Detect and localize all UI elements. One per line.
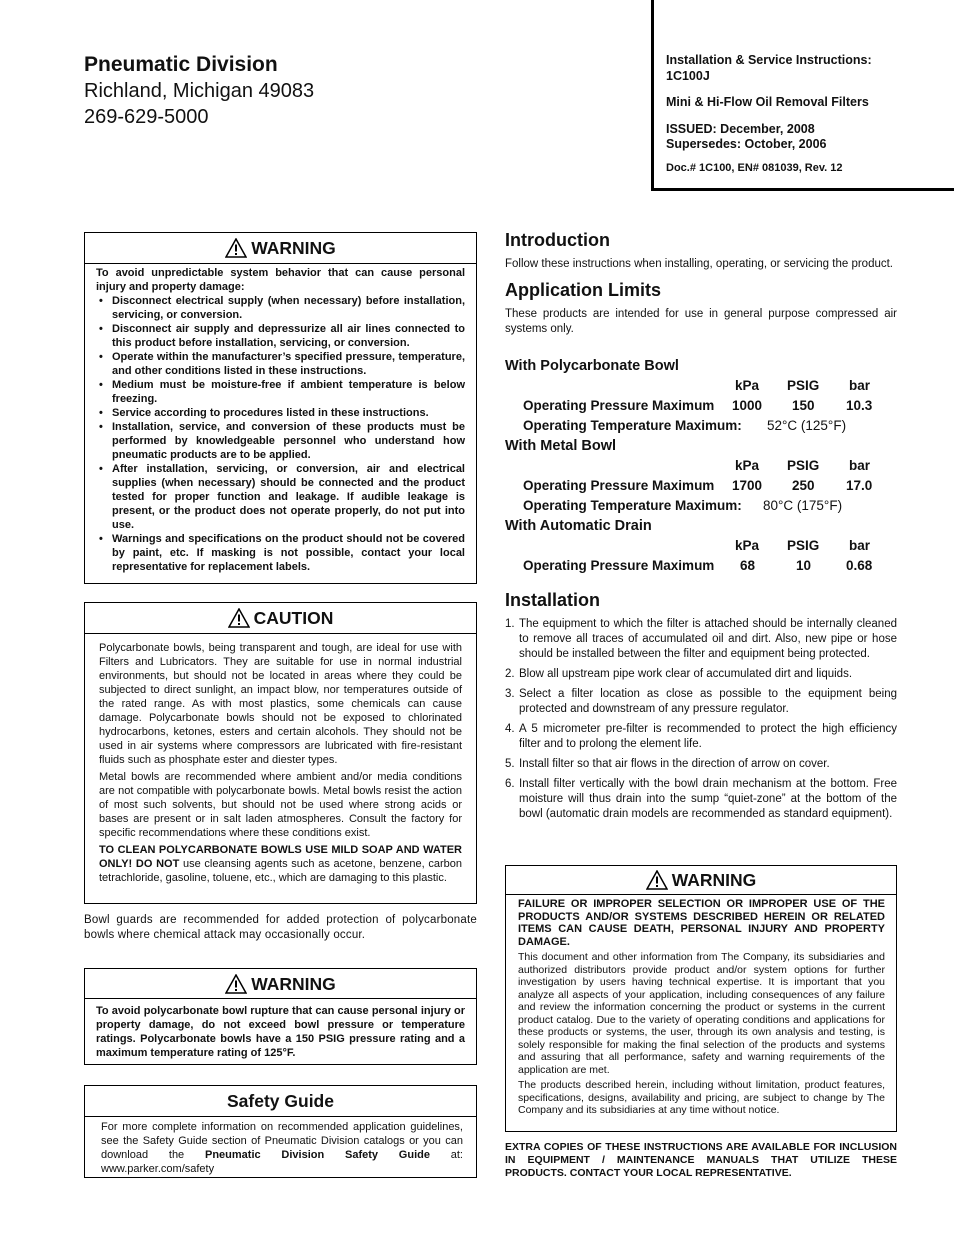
step-number: 3. <box>505 688 515 700</box>
warning-bowl-text: To avoid polycarbonate bowl rupture that can cause personal injury or property damage, do not exceed bowl pressure or temperature ratings. Polycarbonate bowls have a 150 PSIG pressure rating and a maximum temperature rating of 125°F. <box>96 1005 465 1059</box>
safety-guide-text-part: For more complete information on recommended application guidelines, see the Safety Guide section of Pneumatic Division catalogs or you can download the <box>101 1121 463 1161</box>
doc-title: Installation & Service Instructions: <box>666 53 872 67</box>
safety-guide-url: at: www.parker.com/safety <box>101 1149 463 1175</box>
warning-item: • Disconnect air supply and depressurize all air lines connected to this product before installation, servicing, or conversion. <box>96 322 465 350</box>
unit-kpa: kPa <box>735 538 760 553</box>
warning-item: • Operate within the manufacturer’s specified pressure, temperature, and other conditions listed in these instructions. <box>96 350 465 378</box>
step-text: Install filter so that air flows in the direction of arrow on cover. <box>519 758 830 770</box>
installation-section <box>505 590 897 827</box>
doc-code: 1C100J <box>666 68 710 83</box>
caution-cleaning <box>99 843 462 885</box>
metal-bowl-heading: With Metal Bowl <box>505 438 617 454</box>
supersedes-date: Supersedes: October, 2006 <box>666 137 827 151</box>
safety-guide-title: Safety Guide <box>85 1086 476 1117</box>
liability-warning-bold: FAILURE OR IMPROPER SELECTION OR IMPROPER USE OF THE PRODUCTS AND/OR SYSTEMS DESCRIBED HEREIN OR RELATED ITEMS CAN CAUSE DEATH, PERSONAL INJURY AND PROPERTY DAMAGE. <box>518 898 885 948</box>
step-text: Select a filter location as close as possible to the equipment being protected and downstream of any pressure regulator. <box>519 688 897 715</box>
installation-heading: Installation <box>505 590 601 610</box>
safety-guide-box <box>84 1085 477 1178</box>
unit-kpa: kPa <box>735 378 760 393</box>
step-number: 4. <box>505 723 515 735</box>
poly-bar: 10.3 <box>846 398 873 413</box>
warning-triangle-icon <box>228 608 250 628</box>
product-name: Mini & Hi-Flow Oil Removal Filters <box>666 95 869 109</box>
doc-number: Doc.# 1C100, EN# 081039, Rev. 12 <box>666 161 843 174</box>
safety-guide-text <box>85 1117 476 1176</box>
warning-heading <box>85 969 476 999</box>
pressure-label: Operating Pressure Maximum <box>523 558 715 573</box>
installation-step <box>505 687 897 717</box>
installation-step <box>505 722 897 752</box>
warning-title: WARNING <box>251 973 336 994</box>
poly-psig: 150 <box>792 398 815 413</box>
issued-date: ISSUED: December, 2008 <box>666 121 815 136</box>
warning-title: WARNING <box>671 870 757 890</box>
application-limits-heading: Application Limits <box>505 280 662 300</box>
caution-paragraph: Polycarbonate bowls, being transparent and tough, are ideal for use with Filters and Lubricators. They are suitable for use in normal industrial environments, but should not be located in areas where they could be subjected to direct sunlight, an impact blow, nor temperatures outside of the rated range. As with most plastics, some chemicals can cause damage. Polycarbonate bowls should not be exposed to chlorinated hydrocarbons, ketones, esters and certain alcohols. They should not be used in air systems where compressors are lubricated with fire-resistant fluids such as phosphate ester and diester types. <box>99 642 462 766</box>
warning-heading <box>85 233 476 264</box>
unit-bar: bar <box>849 378 871 393</box>
right-column <box>505 230 897 337</box>
poly-bowl-heading: With Polycarbonate Bowl <box>505 358 679 374</box>
metal-temp: 80°C (175°F) <box>763 498 843 513</box>
auto-kpa: 68 <box>740 558 756 573</box>
poly-temp: 52°C (125°F) <box>767 418 847 433</box>
caution-title: CAUTION <box>253 608 334 628</box>
step-number: 2. <box>505 668 515 680</box>
warning-box-bowl <box>84 968 477 1065</box>
poly-kpa: 1000 <box>732 398 763 413</box>
extra-copies-note: EXTRA COPIES OF THESE INSTRUCTIONS ARE AVAILABLE FOR INCLUSION IN EQUIPMENT / MAINTENANCE MANUALS THAT UTILIZE THESE PRODUCTS. CONTACT YOUR LOCAL REPRESENTATIVE. <box>505 1141 897 1179</box>
auto-drain-heading: With Automatic Drain <box>505 518 652 534</box>
company-phone: 269-629-5000 <box>84 106 209 128</box>
auto-bar: 0.68 <box>846 558 873 573</box>
pressure-label: Operating Pressure Maximum <box>523 398 715 413</box>
liability-paragraph: This document and other information from The Company, its subsidiaries and authorized distributors provide product and/or system options for further investigation by users having technical expertise. It is important that you analyze all aspects of your application, including consequences of any failure and review the information concerning the product or systems in the current product catalog. Due to the variety of operating conditions and applications for these products or systems, the user, through its own analysis and testing, is solely responsible for making the final selection of the products and systems and assuring that all performance, safety and warning requirements of the application are met. <box>518 951 885 1076</box>
warning-item: • Warnings and specifications on the product should not be covered by paint, etc. If masking is not possible, contact your local representative for replacement labels. <box>96 532 465 574</box>
warning-item: • Disconnect electrical supply (when necessary) before installation, servicing, or conversion. <box>96 294 465 322</box>
warning-title: WARNING <box>251 238 336 258</box>
company-name: Pneumatic Division <box>84 53 278 76</box>
warning-box-safety <box>84 232 477 584</box>
warning-list <box>96 294 465 574</box>
caution-cleaning-text: use cleansing agents such as acetone, benzene, carbon tetrachloride, gasoline, toluene, etc., which are damaging to this plastic. <box>99 858 462 884</box>
unit-bar: bar <box>849 538 871 553</box>
caution-heading <box>85 603 476 634</box>
introduction-heading: Introduction <box>505 230 610 250</box>
warning-box-liability <box>505 865 897 1132</box>
metal-bar: 17.0 <box>846 478 873 493</box>
temp-label: Operating Temperature Maximum: <box>523 498 742 513</box>
unit-bar: bar <box>849 458 871 473</box>
step-text: Blow all upstream pipe work clear of accumulated dirt and liquids. <box>519 668 853 680</box>
warning-item: • Service according to procedures listed in these instructions. <box>96 406 465 420</box>
introduction-text: Follow these instructions when installing, operating, or servicing the product. <box>505 258 894 270</box>
caution-paragraph: Metal bowls are recommended where ambient and/or media conditions are not compatible with polycarbonate bowls. Metal bowls resist the action of most such solvents, but should not be used where strong acids or bases are present or in salt laden atmospheres. Consult the factory for specific recommendations where these conditions exist. <box>99 771 462 839</box>
document-info-box <box>651 0 954 191</box>
installation-step <box>505 757 897 772</box>
step-text: A 5 micrometer pre-filter is recommended to protect the high efficiency filter and to prolong the element life. <box>519 723 897 750</box>
step-number: 5. <box>505 758 515 770</box>
warning-triangle-icon <box>646 870 668 890</box>
caution-cleaning-bold: TO CLEAN POLYCARBONATE BOWLS USE MILD SOAP AND WATER ONLY! DO NOT <box>99 844 462 870</box>
unit-psig: PSIG <box>787 378 820 393</box>
installation-steps <box>505 617 897 822</box>
warning-triangle-icon <box>225 238 247 258</box>
step-number: 6. <box>505 778 515 790</box>
warning-item: • Installation, service, and conversion of these products must be performed by knowledgeable personnel who understand how pneumatic products are to be applied. <box>96 420 465 462</box>
safety-guide-link-title: Pneumatic Division Safety Guide <box>204 1149 430 1161</box>
installation-step <box>505 667 897 682</box>
step-text: The equipment to which the filter is attached should be internally cleaned to remove all traces of accumulated oil and dirt. Also, new pipe or hose should be installed between the filter and equipment being protected. <box>519 618 897 660</box>
auto-psig: 10 <box>796 558 812 573</box>
step-text: Install filter vertically with the bowl drain mechanism at the bottom. Free moisture will thus drain into the sump “quiet-zone” at the bottom of the bowl (automatic drain models are recommended as standard equipment). <box>519 778 897 820</box>
metal-psig: 250 <box>792 478 815 493</box>
bowl-guards-note: Bowl guards are recommended for added protection of polycarbonate bowls where chemical attack may occasionally occur. <box>84 914 477 941</box>
warning-intro: To avoid unpredictable system behavior that can cause personal injury and property damage: <box>96 267 465 293</box>
application-limits-text: These products are intended for use in general purpose compressed air systems only. <box>505 308 897 335</box>
caution-box <box>84 602 477 904</box>
installation-step <box>505 777 897 822</box>
company-city: Richland, Michigan 49083 <box>84 80 315 102</box>
warning-item: • After installation, servicing, or conversion, air and electrical supplies (when necessary) should be connected and the product tested for proper function and leakage. If audible leakage is present, or the product does not operate properly, do not put into use. <box>96 462 465 532</box>
company-header <box>84 52 314 130</box>
unit-psig: PSIG <box>787 458 820 473</box>
liability-paragraph: The products described herein, including without limitation, product features, specifications, designs, availability and pricing, are subject to change by The Company and its subsidiaries at any time without notice. <box>518 1079 885 1116</box>
pressure-label: Operating Pressure Maximum <box>523 478 715 493</box>
unit-psig: PSIG <box>787 538 820 553</box>
limits-table <box>505 358 897 580</box>
metal-kpa: 1700 <box>732 478 763 493</box>
temp-label: Operating Temperature Maximum: <box>523 418 742 433</box>
warning-heading <box>506 866 896 895</box>
unit-kpa: kPa <box>735 458 760 473</box>
warning-triangle-icon <box>225 974 247 994</box>
warning-item: • Medium must be moisture-free if ambient temperature is below freezing. <box>96 378 465 406</box>
step-number: 1. <box>505 618 515 630</box>
installation-step <box>505 617 897 662</box>
